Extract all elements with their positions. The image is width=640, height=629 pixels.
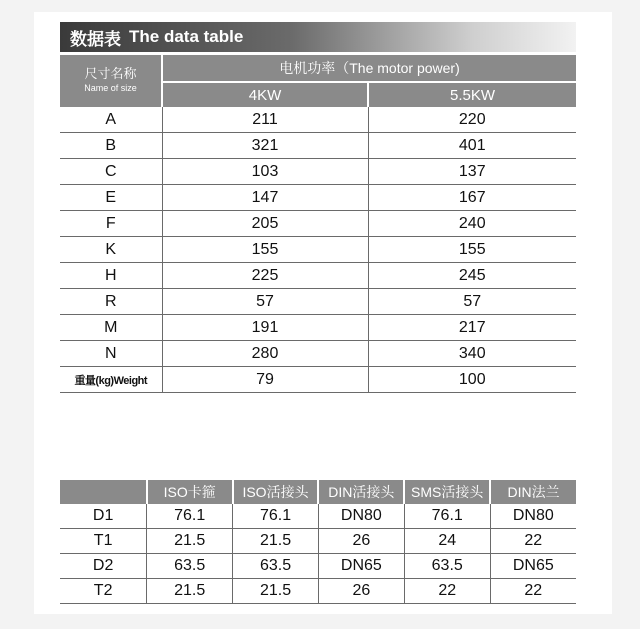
size-name-cell: C [60,159,162,185]
table-row [60,367,576,393]
value-5-5kw-cell: 340 [368,341,576,367]
dimension-value-cell: 63.5 [404,554,490,579]
size-name-cell: K [60,237,162,263]
dimension-value-cell: 76.1 [233,504,319,529]
value-5-5kw-cell: 57 [368,289,576,315]
col-header-5-5kw: 5.5KW [368,82,576,107]
size-name-cell: M [60,315,162,341]
dimension-value-cell: 22 [490,579,576,604]
table-row [60,315,576,341]
dimension-label-cell: D2 [60,554,147,579]
value-4kw-cell: 225 [162,263,368,289]
motor-power-header: 电机功率（The motor power) [162,55,576,82]
value-5-5kw-cell: 240 [368,211,576,237]
size-name-cell: N [60,341,162,367]
size-name-cell: 重量(kg)Weight [60,367,162,393]
dimension-value-cell: 76.1 [404,504,490,529]
table-row [60,263,576,289]
connection-col-header: ISO活接头 [233,480,319,504]
dimension-value-cell: 63.5 [233,554,319,579]
value-4kw-cell: 57 [162,289,368,315]
value-5-5kw-cell: 245 [368,263,576,289]
connection-table [60,480,576,604]
dimension-value-cell: 26 [318,579,404,604]
dimension-value-cell: 21.5 [147,529,233,554]
table-row [60,579,576,604]
dimension-value-cell: 22 [490,529,576,554]
value-4kw-cell: 280 [162,341,368,367]
connection-col-header [60,480,147,504]
dimension-value-cell: DN80 [490,504,576,529]
value-5-5kw-cell: 167 [368,185,576,211]
table-row [60,133,576,159]
size-name-cell: B [60,133,162,159]
col-header-4kw: 4KW [162,82,368,107]
value-5-5kw-cell: 137 [368,159,576,185]
title-en: The data table [129,27,244,46]
dimension-value-cell: 22 [404,579,490,604]
size-name-cell: H [60,263,162,289]
title-cn: 数据表 [70,29,121,49]
motor-data-table [60,55,576,393]
dimension-value-cell: 21.5 [147,579,233,604]
table-row [60,341,576,367]
value-5-5kw-cell: 100 [368,367,576,393]
dimension-label-cell: T1 [60,529,147,554]
value-4kw-cell: 205 [162,211,368,237]
table-row [60,237,576,263]
dimension-value-cell: DN65 [318,554,404,579]
connection-col-header: DIN活接头 [318,480,404,504]
size-name-cell: F [60,211,162,237]
table-row [60,107,576,133]
dimension-label-cell: T2 [60,579,147,604]
table-row [60,211,576,237]
table-row [60,289,576,315]
dimension-label-cell: D1 [60,504,147,529]
dimension-value-cell: DN65 [490,554,576,579]
value-4kw-cell: 155 [162,237,368,263]
value-5-5kw-cell: 217 [368,315,576,341]
value-4kw-cell: 103 [162,159,368,185]
value-5-5kw-cell: 220 [368,107,576,133]
dimension-value-cell: 21.5 [233,579,319,604]
size-name-header-cn: 尺寸名称 [84,66,137,81]
table-row [60,529,576,554]
size-name-cell: R [60,289,162,315]
table-row [60,554,576,579]
table-row [60,159,576,185]
size-name-cell: A [60,107,162,133]
dimension-value-cell: 24 [404,529,490,554]
value-5-5kw-cell: 155 [368,237,576,263]
connection-col-header: DIN法兰 [490,480,576,504]
size-name-header-en: Name of size [84,83,137,93]
value-4kw-cell: 79 [162,367,368,393]
section-title [60,22,576,52]
dimension-value-cell: 76.1 [147,504,233,529]
value-4kw-cell: 321 [162,133,368,159]
connection-col-header: SMS活接头 [404,480,490,504]
value-5-5kw-cell: 401 [368,133,576,159]
size-name-cell: E [60,185,162,211]
value-4kw-cell: 211 [162,107,368,133]
size-name-header [60,55,162,107]
value-4kw-cell: 147 [162,185,368,211]
value-4kw-cell: 191 [162,315,368,341]
dimension-value-cell: 26 [318,529,404,554]
table-row [60,504,576,529]
dimension-value-cell: 63.5 [147,554,233,579]
dimension-value-cell: DN80 [318,504,404,529]
connection-col-header: ISO卡箍 [147,480,233,504]
table-row [60,185,576,211]
dimension-value-cell: 21.5 [233,529,319,554]
